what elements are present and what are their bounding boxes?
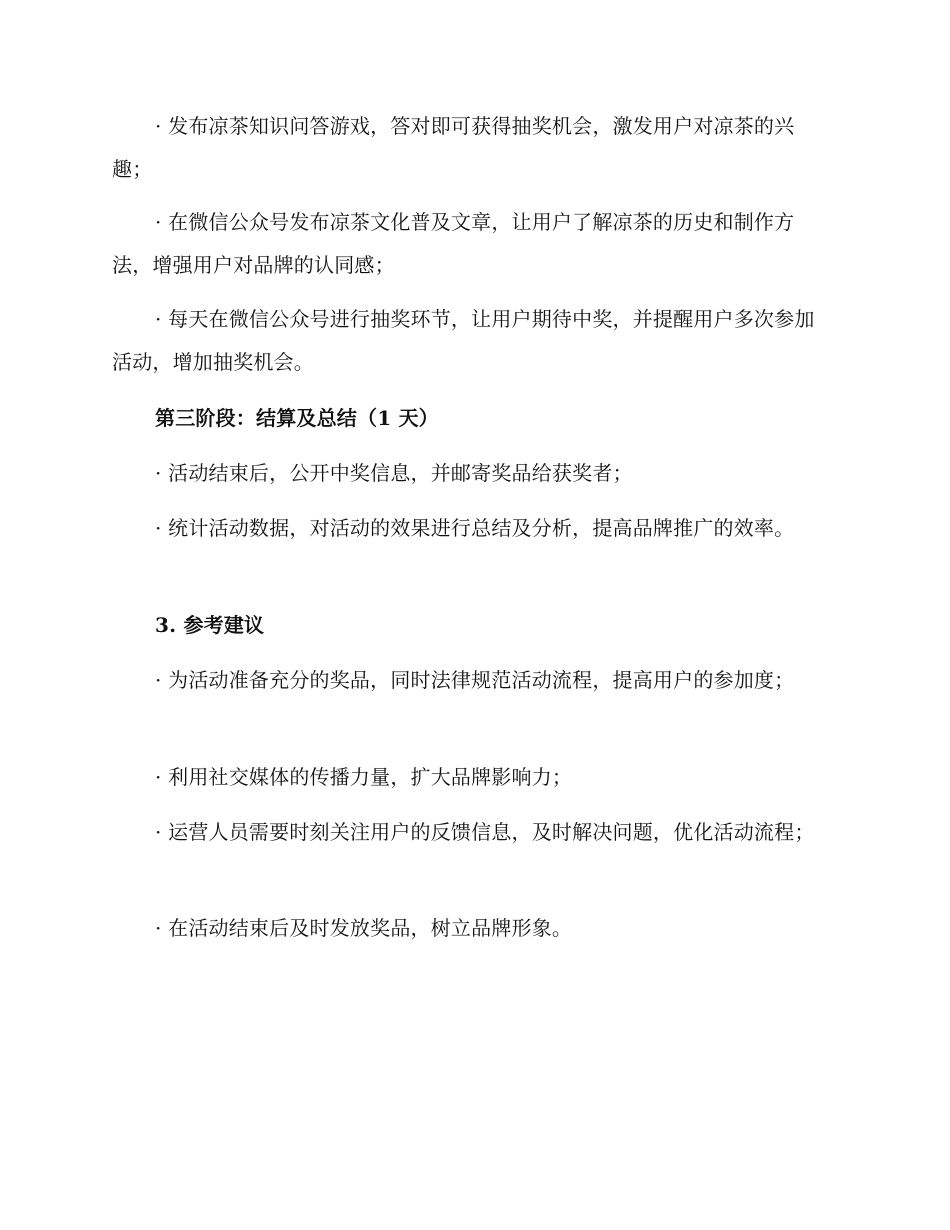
bullet-paragraph: · 活动结束后，公开中奖信息，并邮寄奖品给获奖者； — [155, 461, 633, 485]
bullet-paragraph: · 统计活动数据，对活动的效果进行总结及分析，提高品牌推广的效率。 — [155, 516, 795, 540]
section-heading-stage3: 第三阶段：结算及总结（1 天） — [155, 406, 439, 430]
bullet-paragraph: · 每天在微信公众号进行抽奖环节，让用户期待中奖，并提醒用户多次参加活动，增加抽奖机会。 — [112, 307, 815, 374]
section-heading-suggestions: 3. 参考建议 — [155, 613, 265, 637]
bullet-paragraph: · 利用社交媒体的传播力量，扩大品牌影响力； — [155, 765, 573, 789]
bullet-paragraph: · 运营人员需要时刻关注用户的反馈信息，及时解决问题，优化活动流程； — [155, 820, 815, 844]
bullet-paragraph: · 在微信公众号发布凉茶文化普及文章，让用户了解凉茶的历史和制作方法，增强用户对品牌的认同感； — [112, 210, 795, 277]
bullet-paragraph: · 发布凉茶知识问答游戏，答对即可获得抽奖机会，激发用户对凉茶的兴趣； — [112, 114, 795, 181]
bullet-paragraph: · 为活动准备充分的奖品，同时法律规范活动流程，提高用户的参加度； — [155, 668, 795, 692]
bullet-paragraph: · 在活动结束后及时发放奖品，树立品牌形象。 — [155, 916, 573, 940]
